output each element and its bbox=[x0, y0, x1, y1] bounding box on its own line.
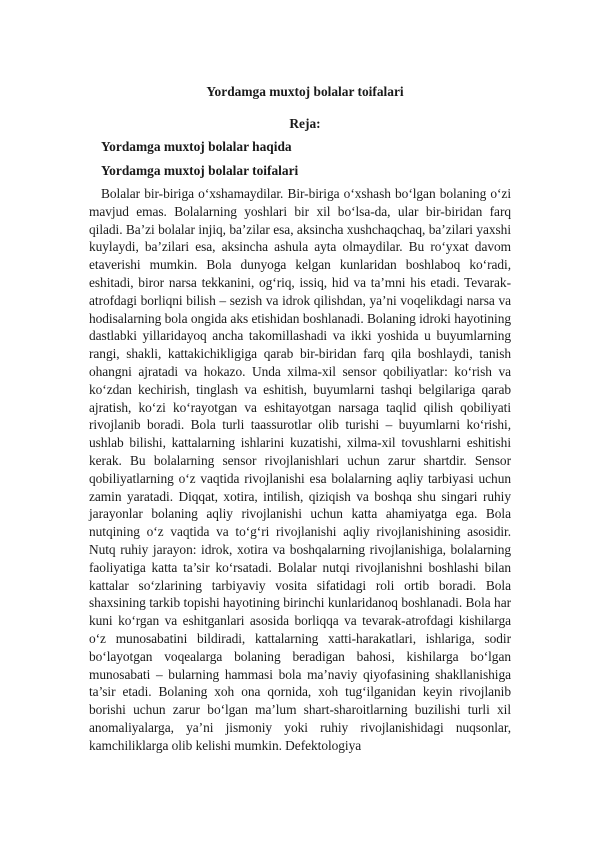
plan-item: Yordamga muxtoj bolalar toifalari bbox=[101, 163, 299, 178]
plan-item: Yordamga muxtoj bolalar haqida bbox=[101, 139, 292, 154]
plan-heading: Reja: bbox=[289, 116, 321, 131]
body-paragraph: Bolalar bir-biriga o‘xshamaydilar. Bir-biriga o‘xshash bo‘lgan bolaning o‘zi mavjud emas. Bolalarning yoshlari bir xil bo‘lsa-da, ular bir-biridan farq qiladi. Ba’zi bolalar injiq, ba’zilar esa, aksincha xushchaqchaq, ba’zilari yaxshi kuylaydi, ba’zilari esa, aksincha ashula ayta olmaydilar. Bu ro‘yxat davom etaverishi mumkin. Bola dunyoga kelgan kunlaridan boshlaboq ko‘radi, eshitadi, biror narsa tekkanini, og‘riq, issiq, hid va ta’mni his etadi. Tevarak-atrofdagi borliqni bilish – sezish va idrok qilishdan, ya’ni voqelikdagi narsa va hodisalarning bola ongida aks etishidan boshlanadi. Bolaning idroki hayotining dastlabki yillaridayoq ancha takomillashadi va ikki yoshida u buyumlarning rangi, shakli, kattakichikligiga qarab bir-biridan farq qila boshlaydi, tanish ohangni ajratadi va hokazo. Unda xilma-xil sensor qobiliyatlar: ko‘rish va ko‘zdan kechirish, tinglash va eshitish, buyumlarni tashqi belgilariga qarab ajratish, ko‘zi ko‘rayotgan va eshitayotgan narsaga taqlid qilish qobiliyati rivojlanib boradi. Bola turli taassurotlar olib turishi – buyumlarni ko‘rishi, ushlab bilishi, kattalarning ishlarini kuzatishi, xilma-xil tovushlarni eshitishi kerak. Bu bolalarning sensor rivojlanishlari uchun zarur shartdir. Sensor qobiliyatlarning o‘z vaqtida rivojlanishi esa bolalarning aqliy tarbiyasi uchun zamin yaratadi. Diqqat, xotira, intilish, qiziqish va boshqa shu singari ruhiy jarayonlar bolaning aqliy rivojlanishi uchun katta ahamiyatga ega. Bola nutqining o‘z vaqtida va to‘g‘ri rivojlanishi aqliy rivojlanishining asosidir. Nutq ruhiy jarayon: idrok, xotira va boshqalarning rivojlanishiga, bolalarning faoliyatiga katta ta’sir ko‘rsatadi. Bolalar nutqi rivojlanishni boshlashi bilan kattalar so‘zlarining tarbiyaviy vosita sifatidagi roli ortib boradi. Bola shaxsining tarkib topishi hayotining birinchi kunlaridanoq boshlanadi. Bola har kuni ko‘rgan va eshitganlari asosida borliqqa va tevarak-atrofdagi kishilarga o‘z munosabatini bildiradi, kattalarning xatti-harakatlari, ishlariga, sodir bo‘layotgan voqealarga bolaning beradigan bahosi, kishilarga bo‘lgan munosabati – bularning hammasi bola ma’naviy qiyofasining shakllanishiga ta’sir etadi. Bolaning xoh ona qornida, xoh tug‘ilganidan keyin rivojlanib borishi uchun zarur bo‘lgan ma’lum shart-sharoitlarning buzilishi turli xil anomaliyalarga, ya’ni jismoniy yoki ruhiy rivojlanishidagi nuqsonlar, kamchiliklarga olib kelishi mumkin. Defektologiya bbox=[89, 186, 511, 753]
document-title: Yordamga muxtoj bolalar toifalari bbox=[206, 84, 404, 99]
